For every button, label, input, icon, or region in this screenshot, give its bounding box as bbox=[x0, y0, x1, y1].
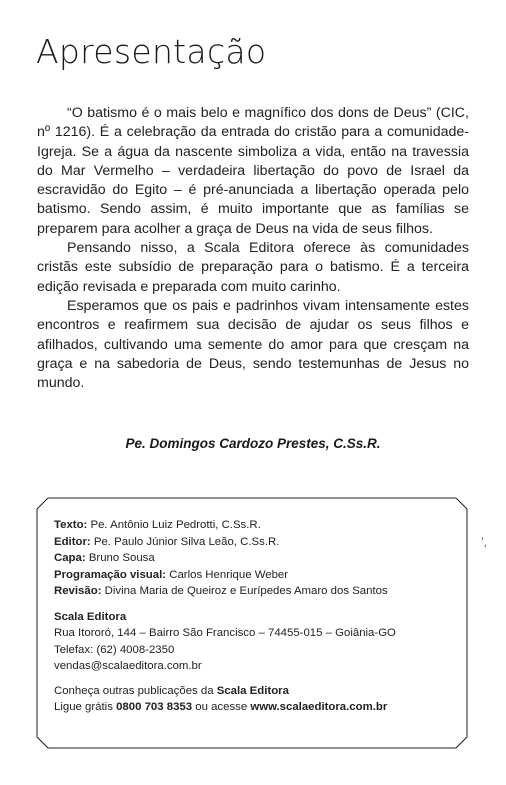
publisher-phone: Telefax: (62) 4008-2350 bbox=[54, 643, 175, 656]
stray-mark: ’, bbox=[481, 535, 487, 549]
credit-programacao: Programação visual: Carlos Henrique Weber bbox=[54, 568, 289, 581]
credit-texto: Texto: Pe. Antônio Luiz Pedrotti, C.Ss.R. bbox=[54, 519, 261, 531]
credits-list bbox=[54, 517, 454, 716]
credit-capa: Capa: Bruno Sousa bbox=[54, 552, 155, 564]
publisher-address: Rua Itororó, 144 – Bairro São Francisco – 74455-015 – Goiânia-GO bbox=[54, 627, 396, 639]
promo-line-2: Ligue grátis 0800 703 8353 ou acesse www.scalaeditora.com.br bbox=[54, 701, 388, 713]
credit-revisao: Revisão: Divina Maria de Queiroz e Eurípedes Amaro dos Santos bbox=[54, 585, 388, 597]
paragraph-3: Esperamos que os pais e padrinhos vivam intensamente estes encontros e reafirmem sua decisão de ajudar os seus filhos e afilhados, cultivando uma semente do amor para que cresçam na graça e na sabedoria de Deus, sendo testemunhas de Jesus no mundo. bbox=[37, 297, 469, 392]
publisher-name: Scala Editora bbox=[54, 610, 127, 623]
credits-box bbox=[36, 497, 468, 749]
paragraph-2: Pensando nisso, a Scala Editora oferece às comunidades cristãs este subsídio de preparação para o batismo. É a terceira edição revisada e preparada com muito carinho. bbox=[37, 240, 469, 295]
paragraph-1: “O batismo é o mais belo e magnífico dos dons de Deus” (CIC, nº 1216). É a celebração da entrada do cristão para a comunidade-Igreja. Se a água da nascente simboliza a vida, então na travessia do Mar Vermelho – verdadeira libertação do povo de Israel da escravidão do Egito – é pré-anunciada a libertação operada pelo batismo. Sendo assim, é muito importante que as famílias se preparem para acolher a graça de Deus na vida de seus filhos. bbox=[37, 105, 469, 237]
author-signature: Pe. Domingos Cardozo Prestes, C.Ss.R. bbox=[125, 436, 381, 451]
presentation-text bbox=[37, 104, 469, 393]
credit-editor: Editor: Pe. Paulo Júnior Silva Leão, C.Ss.R. bbox=[54, 535, 280, 548]
page-title: Apresentação bbox=[36, 32, 267, 71]
publisher-email: vendas@scalaeditora.com.br bbox=[54, 660, 202, 672]
promo-line-1: Conheça outras publicações da Scala Editora bbox=[54, 684, 289, 697]
